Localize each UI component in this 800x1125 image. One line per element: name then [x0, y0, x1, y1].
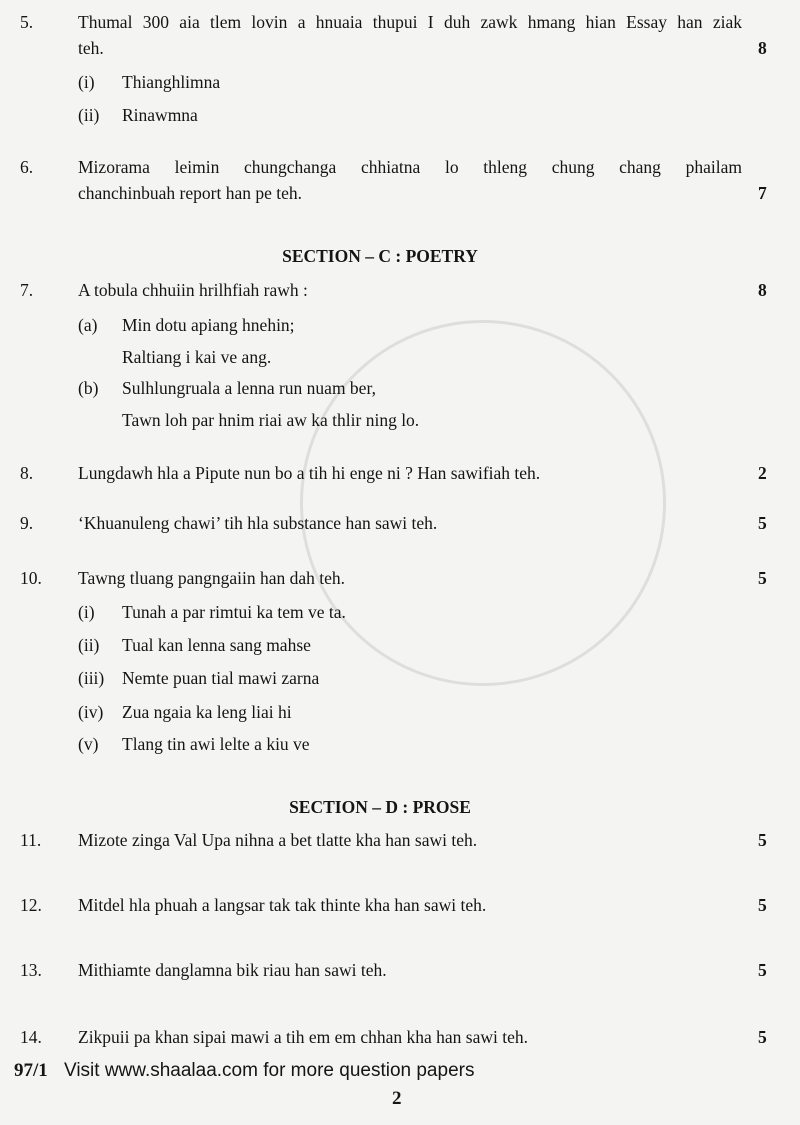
- question-number: 7.: [20, 280, 34, 300]
- page-number: 2: [392, 1088, 402, 1109]
- question-text: Mithiamte danglamna bik riau han sawi teh.: [78, 960, 387, 980]
- question-text: chanchinbuah report han pe teh.: [78, 183, 303, 203]
- question-marks: 5: [758, 568, 767, 588]
- question-text: Zikpuii pa khan sipai mawi a tih em em chhan kha han sawi teh.: [78, 1027, 529, 1047]
- sub-question-label: (v): [78, 734, 99, 754]
- sub-question-label: (i): [78, 602, 95, 622]
- sub-question-text: Nemte puan tial mawi zarna: [122, 668, 320, 688]
- sub-question-text: Min dotu apiang hnehin;: [122, 315, 295, 335]
- question-number: 5.: [20, 12, 34, 32]
- question-number: 13.: [20, 960, 42, 980]
- question-marks: 5: [758, 513, 767, 533]
- question-text: ‘Khuanuleng chawi’ tih hla substance han sawi teh.: [78, 513, 438, 533]
- question-marks: 7: [758, 183, 767, 203]
- question-number: 9.: [20, 513, 34, 533]
- sub-question-label: (ii): [78, 105, 100, 125]
- question-marks: 5: [758, 960, 767, 980]
- question-text: Lungdawh hla a Pipute nun bo a tih hi enge ni ? Han sawifiah teh.: [78, 463, 541, 483]
- sub-question-text-continued: Tawn loh par hnim riai aw ka thlir ning lo.: [122, 410, 420, 430]
- question-marks: 2: [758, 463, 767, 483]
- sub-question-text: Thianghlimna: [122, 72, 221, 92]
- question-text: A tobula chhuiin hrilhfiah rawh :: [78, 280, 308, 300]
- question-number: 8.: [20, 463, 34, 483]
- sub-question-text: Zua ngaia ka leng liai hi: [122, 702, 292, 722]
- watermark: [300, 320, 666, 686]
- sub-question-label: (iii): [78, 668, 105, 688]
- sub-question-label: (i): [78, 72, 95, 92]
- question-number: 14.: [20, 1027, 42, 1047]
- sub-question-text: Tual kan lenna sang mahse: [122, 635, 311, 655]
- sub-question-label: (a): [78, 315, 98, 335]
- section-d-heading: SECTION – D : PROSE: [289, 797, 471, 817]
- sub-question-text: Sulhlungruala a lenna run nuam ber,: [122, 378, 376, 398]
- question-number: 11.: [20, 830, 42, 850]
- question-marks: 5: [758, 1027, 767, 1047]
- question-number: 6.: [20, 157, 34, 177]
- sub-question-text-continued: Raltiang i kai ve ang.: [122, 347, 272, 367]
- sub-question-label: (b): [78, 378, 99, 398]
- question-text: Thumal 300 aia tlem lovin a hnuaia thupui I duh zawk hmang hian Essay han ziak: [78, 12, 742, 32]
- sub-question-text: Tlang tin awi lelte a kiu ve: [122, 734, 310, 754]
- sub-question-text: Tunah a par rimtui ka tem ve ta.: [122, 602, 346, 622]
- section-c-heading: SECTION – C : POETRY: [282, 246, 478, 266]
- visit-link[interactable]: Visit www.shaalaa.com for more question papers: [64, 1060, 475, 1081]
- question-number: 10.: [20, 568, 42, 588]
- sub-question-label: (iv): [78, 702, 104, 722]
- question-text: Tawng tluang pangngaiin han dah teh.: [78, 568, 346, 588]
- question-text: teh.: [78, 38, 104, 58]
- question-marks: 5: [758, 895, 767, 915]
- paper-code: 97/1: [14, 1060, 48, 1081]
- sub-question-label: (ii): [78, 635, 100, 655]
- question-marks: 8: [758, 38, 767, 58]
- question-marks: 5: [758, 830, 767, 850]
- sub-question-text: Rinawmna: [122, 105, 198, 125]
- question-marks: 8: [758, 280, 767, 300]
- question-number: 12.: [20, 895, 42, 915]
- question-text: Mizorama leimin chungchanga chhiatna lo thleng chung chang phailam: [78, 157, 742, 177]
- question-text: Mizote zinga Val Upa nihna a bet tlatte kha han sawi teh.: [78, 830, 478, 850]
- question-text: Mitdel hla phuah a langsar tak tak thinte kha han sawi teh.: [78, 895, 487, 915]
